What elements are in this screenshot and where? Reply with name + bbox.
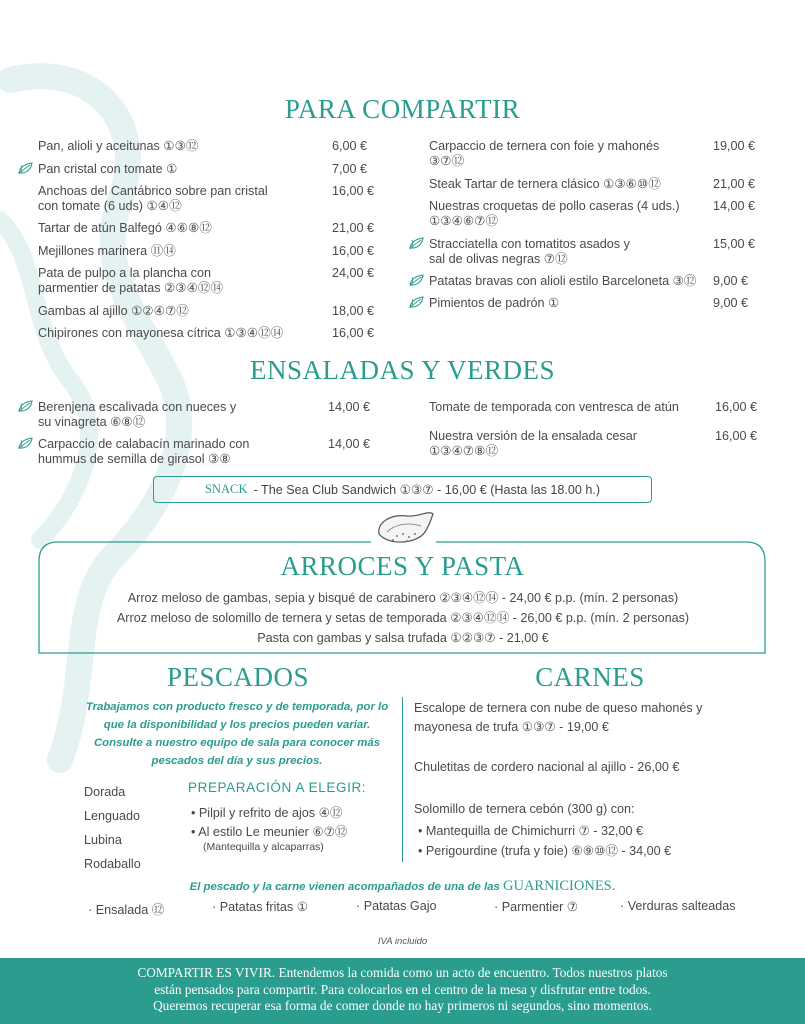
menu-item-name: Pata de pulpo a la plancha con [38,266,211,280]
menu-item-price: 7,00 € [332,162,368,176]
menu-item-name-cont: su vinagreta ⑥⑧⑫ [38,415,146,429]
menu-item-price: 19,00 € [713,139,756,153]
menu-item-price: 14,00 € [713,199,756,213]
sauce-perigourdine: • Perigourdine (trufa y foie) ⑥⑨⑩⑫ - 34,00 € [418,844,672,858]
prep-item: • Al estilo Le meunier ⑥⑦⑫ [191,825,348,839]
section-title-pescados: PESCADOS [166,662,310,692]
section-title-ensaladas: ENSALADAS Y VERDES [249,355,556,385]
menu-item-price: 16,00 € [332,326,375,340]
menu-item [429,176,773,192]
menu-item-name: Pan, alioli y aceitunas ①③⑫ [38,139,199,153]
prep-list [191,804,348,842]
iva-note: IVA incluido [377,936,428,947]
snack-text: - The Sea Club Sandwich ①③⑦ - 16,00 € (Hasta las 18.00 h.) [253,483,601,497]
menu-item [429,295,773,311]
side-item: · Parmentier ⑦ [494,900,579,914]
menu-item-name: Anchoas del Cantábrico sobre pan cristal [38,184,268,198]
menu-item-name: Carpaccio de calabacín marinado con [38,437,250,451]
menu-item-price: 18,00 € [332,304,375,318]
footer-banner [0,958,805,1024]
guarniciones-word: GUARNICIONES. [503,878,616,894]
side-item: · Patatas fritas ① [212,900,308,914]
sauce-chimichurri: • Mantequilla de Chimichurri ⑦ - 32,00 € [418,824,643,838]
pescados-intro: Trabajamos con producto fresco y de temporada, por lo que la disponibilidad y los precios pueden variar. Consulte a nuestro equipo de sala para conocer más pescados del día y sus precios. [85,701,389,767]
side-item: · Patatas Gajo [356,899,437,913]
menu-item [38,243,392,259]
menu-item-price: 9,00 € [713,296,749,310]
menu-item [38,303,392,319]
vegetarian-leaf-icon [18,437,34,450]
menu-item-name: Nuestra versión de la ensalada cesar [429,429,637,443]
menu-item-name: Pan cristal con tomate ① [38,162,178,176]
menu-item-name: Tartar de atún Balfegó ④⑥⑧⑫ [38,221,212,235]
menu-item-name-cont: con tomate (6 uds) ①④⑫ [38,199,182,213]
carne-chuletitas: Chuletitas de cordero nacional al ajillo - 26,00 € [414,760,680,774]
fish-item: Lubina [84,833,122,847]
menu-item [38,161,392,177]
fish-item: Lenguado [84,809,141,823]
menu-item-name-cont: hummus de semilla de girasol ③⑧ [38,452,231,466]
footer-line: COMPARTIR ES VIVIR. Entendemos la comida como un acto de encuentro. Todos nuestros platos [137,965,668,980]
menu-item-name-cont: parmentier de patatas ②③④⑫⑭ [38,281,224,295]
menu-item [429,273,773,289]
menu-item-price: 16,00 € [715,429,758,443]
menu-item [38,265,392,297]
menu-item-price: 21,00 € [332,221,375,235]
menu-item-name-cont: ③⑦⑫ [429,154,465,168]
menu-item-name: Pimientos de padrón ① [429,296,560,310]
prep-item: • Pilpil y refrito de ajos ④⑫ [191,806,343,820]
menu-item [38,399,388,431]
pasta-gambas: Pasta con gambas y salsa trufada ①②③⑦ - 21,00 € [257,631,549,645]
menu-item-price: 9,00 € [713,274,749,288]
snack-box [153,476,652,503]
column-divider [402,697,403,862]
section-title-arroces: ARROCES Y PASTA [280,551,525,581]
menu-item [38,183,392,215]
prep-note: (Mantequilla y alcaparras) [203,841,324,853]
menu-item-name: Mejillones marinera ⑪⑭ [38,244,176,258]
arroz-solomillo: Arroz meloso de solomillo de ternera y setas de temporada ②③④⑫⑭ - 26,00 € p.p. (mín. 2 personas) [116,611,690,625]
menu-item-price: 16,00 € [715,400,758,414]
side-item: · Ensalada ⑫ [88,903,165,917]
menu-item-name: Stracciatella con tomatitos asados y [429,237,630,251]
fish-list [84,780,141,876]
menu-item-price: 14,00 € [328,437,371,451]
carne-solomillo: Solomillo de ternera cebón (300 g) con: [414,802,635,816]
menu-item-name: Berenjena escalivada con nueces y [38,400,237,414]
menu-item [429,236,773,268]
vegetarian-leaf-icon [18,400,34,413]
vegetarian-leaf-icon [409,296,425,309]
menu-item-name-cont: sal de olivas negras ⑦⑫ [429,252,568,266]
menu-item-name-cont: ①③④⑦⑧⑫ [429,444,499,458]
menu-item-name: Chipirones con mayonesa cítrica ①③④⑫⑭ [38,326,284,340]
menu-item-name-cont: ①③④⑥⑦⑫ [429,214,499,228]
menu-item-price: 6,00 € [332,139,368,153]
arroces-list [38,588,768,648]
arroz-gambas: Arroz meloso de gambas, sepia y bisqué de carabinero ②③④⑫⑭ - 24,00 € p.p. (mín. 2 personas) [127,591,679,605]
menu-item-price: 16,00 € [332,244,375,258]
menu-item [429,399,775,415]
vegetarian-leaf-icon [409,237,425,250]
vegetarian-leaf-icon [18,162,34,175]
footer-line: Queremos recuperar esa forma de comer donde no hay primeros ni segundos, sino momentos. [153,998,652,1013]
section-title-carnes: CARNES [535,662,645,692]
menu-item [38,220,392,236]
fish-item: Dorada [84,785,126,799]
menu-item-name: Patatas bravas con alioli estilo Barceloneta ③⑫ [429,274,697,288]
menu-item-price: 14,00 € [328,400,371,414]
menu-item [38,436,388,468]
menu-item [38,138,392,154]
side-item: · Verduras salteadas [620,899,736,913]
section-title-compartir: PARA COMPARTIR [284,94,521,124]
menu-item-price: 15,00 € [713,237,756,251]
prep-title: PREPARACIÓN A ELEGIR: [188,780,367,795]
menu-item-name: Tomate de temporada con ventresca de atún [429,400,679,414]
fish-item: Rodaballo [84,857,141,871]
menu-item-name: Gambas al ajillo ①②④⑦⑫ [38,304,189,318]
menu-item [38,325,392,341]
menu-item-name: Steak Tartar de ternera clásico ①③⑥⑩⑫ [429,177,661,191]
carne-escalope: Escalope de ternera con nube de queso mahonés y mayonesa de trufa ①③⑦ - 19,00 € [414,701,703,734]
menu-item-price: 16,00 € [332,184,375,198]
snack-label: SNACK [204,482,248,496]
footer-line: están pensados para compartir. Para colocarlos en el centro de la mesa y disfrutar entre todos. [154,981,651,997]
menu-item-name: Carpaccio de ternera con foie y mahonés [429,139,660,153]
menu-item [429,428,775,460]
menu-item-name: Nuestras croquetas de pollo caseras (4 uds.) [429,199,680,213]
menu-item-price: 24,00 € [332,266,375,280]
vegetarian-leaf-icon [409,274,425,287]
menu-item-price: 21,00 € [713,177,756,191]
menu-item [429,138,773,170]
menu-item [429,198,773,230]
guarniciones-line: El pescado y la carne vienen acompañados de una de las GUARNICIONES. [189,878,616,894]
